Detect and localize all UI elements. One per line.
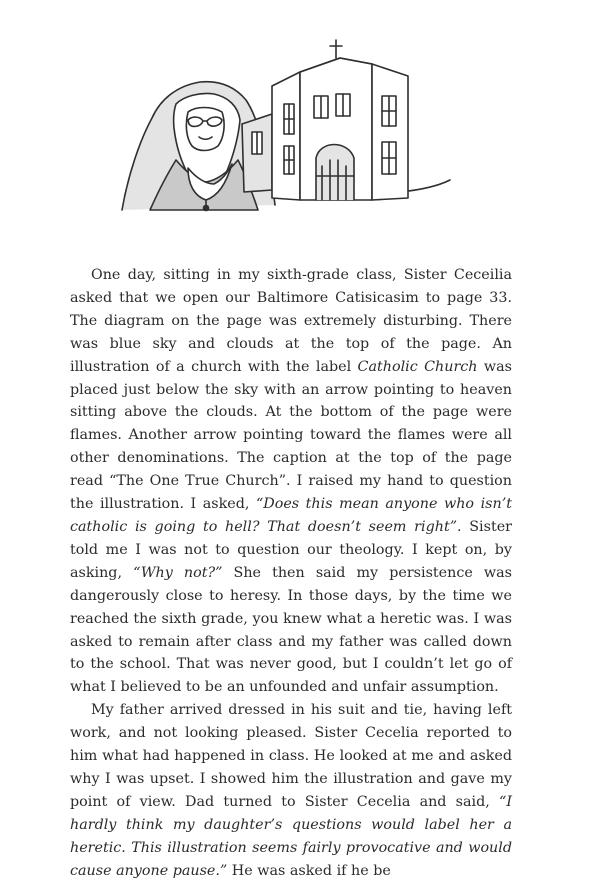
text-segment: He was asked if he be (227, 862, 391, 879)
text-segment-italic: “I hardly think my daughter’s questions would label her a heretic. This illustration seems fairly provocative and would cause anyone pause.” (70, 793, 512, 879)
text-segment: My father arrived dressed in his suit and tie, having left work, and not looking pleased. Sister Cecelia reported to him what had happened in class. He looked at me and asked why I was upset. I showed him the illustration and gave my point of view. Dad turned to Sister Cecelia and said, (70, 702, 512, 810)
nun-and-church-illustration (0, 0, 600, 235)
nun-face (186, 108, 224, 151)
church-cross (330, 40, 342, 58)
text-segment-italic: “Why not?” (133, 564, 223, 581)
paragraph-2 (70, 699, 512, 882)
nun-and-church-drawing (0, 0, 600, 235)
church-main-right (372, 64, 408, 200)
text-segment: She then said my persistence was dangerously close to heresy. In those days, by the time we reached the sixth grade, you knew what a heretic was. I was asked to remain after class and my father was called down to the school. That was never good, but I couldn’t let go of what I believed to be an unfounded and unfair assumption. (70, 564, 512, 696)
body-text (70, 264, 512, 882)
church-main-left (272, 72, 300, 200)
text-segment-italic: Catholic Church (357, 358, 478, 375)
paragraph-1 (70, 264, 512, 699)
nun-cross (204, 206, 209, 211)
text-segment-italic: “Does this mean anyone who isn’t catholic is going to hell? That doesn’t seem right”. (70, 496, 512, 535)
text-segment: Sister told me I was not to question our theology. I kept on, by asking, (70, 518, 512, 581)
text-segment: was placed just below the sky with an arrow pointing to heaven sitting above the clouds. At the bottom of the page were flames. Another arrow pointing toward the flames were all other denominations. The caption at the top of the page read “The One True Church”. I raised my hand to question the illustration. I asked, (70, 358, 512, 513)
text-segment: One day, sitting in my sixth-grade class, Sister Ceceilia asked that we open our Baltimore Catisicasim to page 33. The diagram on the page was extremely disturbing. There was blue sky and clouds at the top of the page. An illustration of a church with the label (70, 267, 512, 375)
